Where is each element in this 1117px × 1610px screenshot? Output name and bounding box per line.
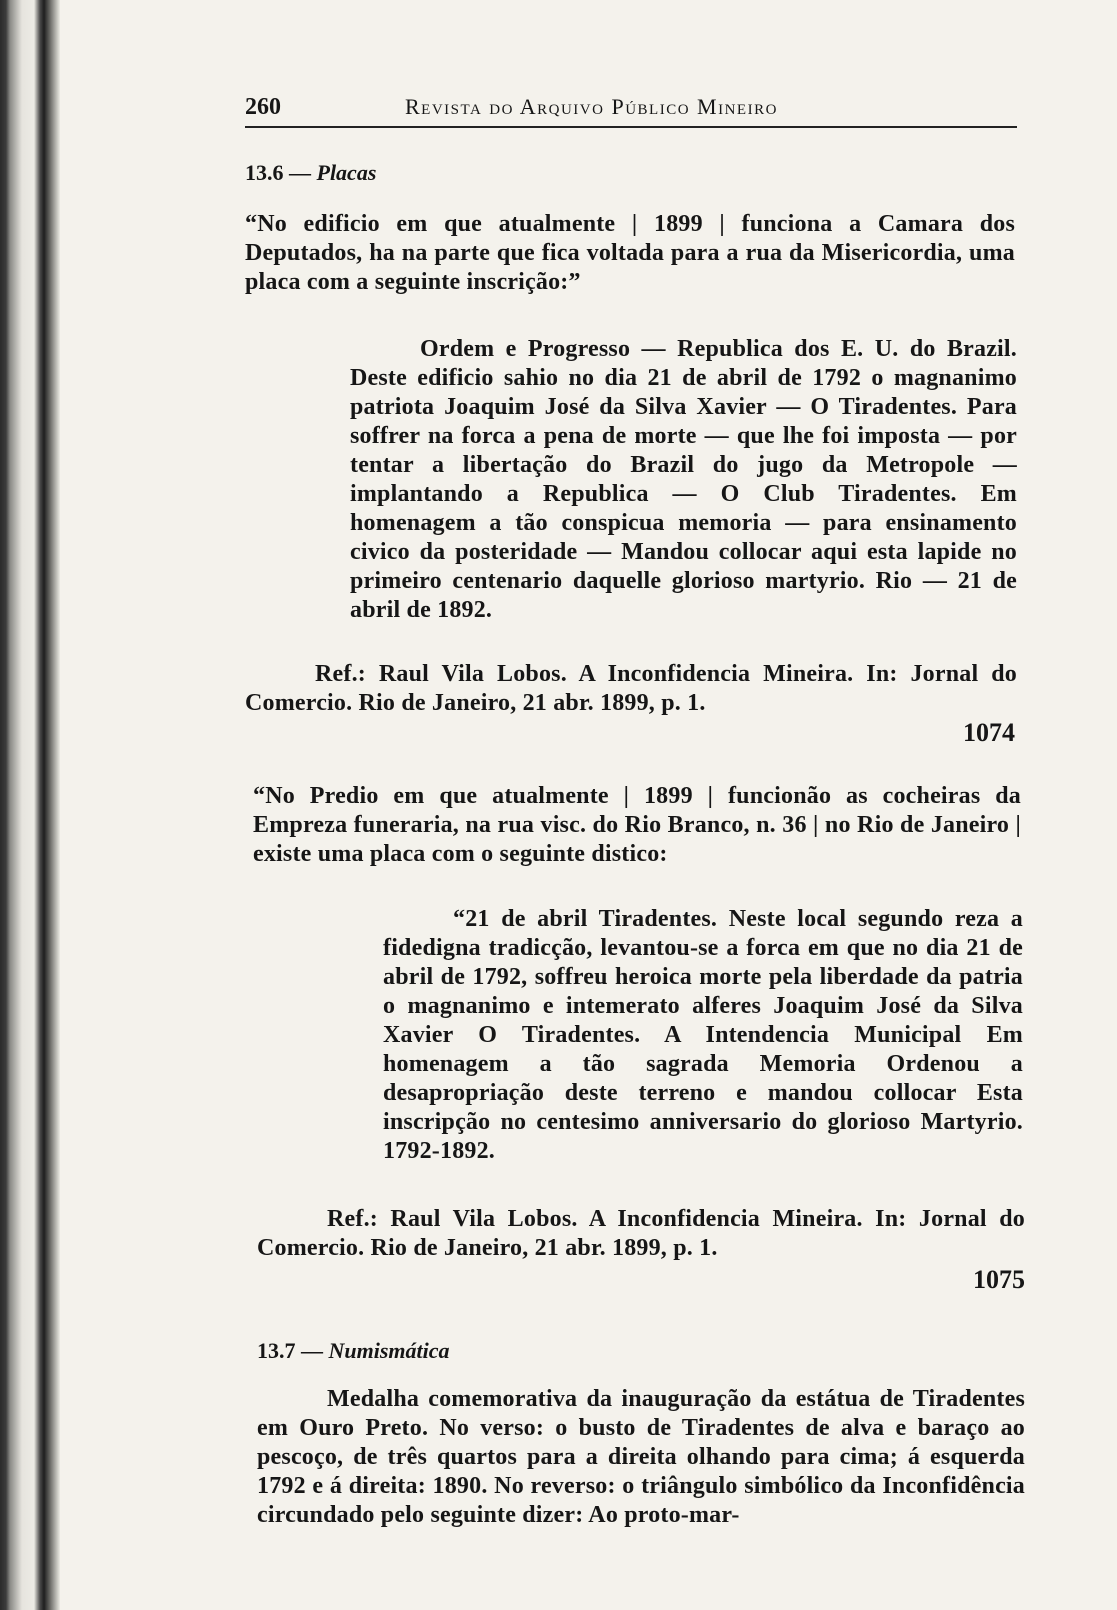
entry-number-1075: 1075 (973, 1265, 1025, 1294)
binding-edge (0, 0, 60, 1610)
document-page (245, 0, 1027, 1610)
entry-1074-intro: “No edificio em que atualmente | 1899 | funciona a Camara dos Deputados, ha na parte que fica voltada para a rua da Misericordia, uma placa com a seguinte inscrição:” (245, 211, 1015, 295)
running-head (245, 92, 1017, 128)
section-heading-13-7 (257, 1338, 450, 1364)
section-title: Numismática (328, 1338, 450, 1363)
entry-1075-intro: “No Predio em que atualmente | 1899 | funcionão as cocheiras da Empreza funeraria, na rua visc. do Rio Branco, n. 36 | no Rio de Janeiro | existe uma placa com o seguinte distico: (253, 783, 1021, 867)
entry-number-1074: 1074 (963, 718, 1015, 747)
section-title: Placas (316, 160, 377, 185)
journal-title: Revista do Arquivo Público Mineiro (405, 94, 778, 119)
section-heading-13-6 (245, 160, 376, 186)
section-number: 13.7 — (257, 1338, 323, 1363)
entry-1075-inscription: “21 de abril Tiradentes. Neste local segundo reza a fidedigna tradicção, levantou-se a forca em que no dia 21 de abril de 1792, soffreu heroica morte pela liberdade da patria o magnanimo e intemerato alferes Joaquim José da Silva Xavier O Tiradentes. A Intendencia Municipal Em homenagem a tão sagrada Memoria Ordenou a desapropriação deste terreno e mandou collocar Esta inscripção no centesimo anniversario do glorioso Martyrio. 1792-1892. (383, 906, 1023, 1164)
page-number: 260 (245, 94, 281, 120)
entry-1075-reference: Ref.: Raul Vila Lobos. A Inconfidencia Mineira. In: Jornal do Comercio. Rio de Janeiro, 21 abr. 1899, p. 1. (257, 1206, 1025, 1261)
entry-1074-inscription: Ordem e Progresso — Republica dos E. U. do Brazil. Deste edificio sahio no dia 21 de abril de 1792 o magnanimo patriota Joaquim José da Silva Xavier — O Tiradentes. Para soffrer na forca a pena de morte — que lhe foi imposta — por tentar a libertação do Brazil do jugo da Metropole — implantando a Republica — O Club Tiradentes. Em homenagem a tão conspicua memoria — para ensinamento civico da posteridade — Mandou collocar aqui esta lapide no primeiro centenario daquelle glorioso martyrio. Rio — 21 de abril de 1892. (350, 336, 1017, 623)
entry-1074-reference: Ref.: Raul Vila Lobos. A Inconfidencia Mineira. In: Jornal do Comercio. Rio de Janeiro, 21 abr. 1899, p. 1. (245, 661, 1017, 716)
numismatica-paragraph: Medalha comemorativa da inauguração da estátua de Tiradentes em Ouro Preto. No verso: o busto de Tiradentes de alva e baraço ao pescoço, de três quartos para a direita olhando para cima; á esquerda 1792 e á direita: 1890. No reverso: o triângulo simbólico da Inconfidência circundado pelo seguinte dizer: Ao proto-mar- (257, 1386, 1025, 1528)
section-number: 13.6 — (245, 160, 311, 185)
